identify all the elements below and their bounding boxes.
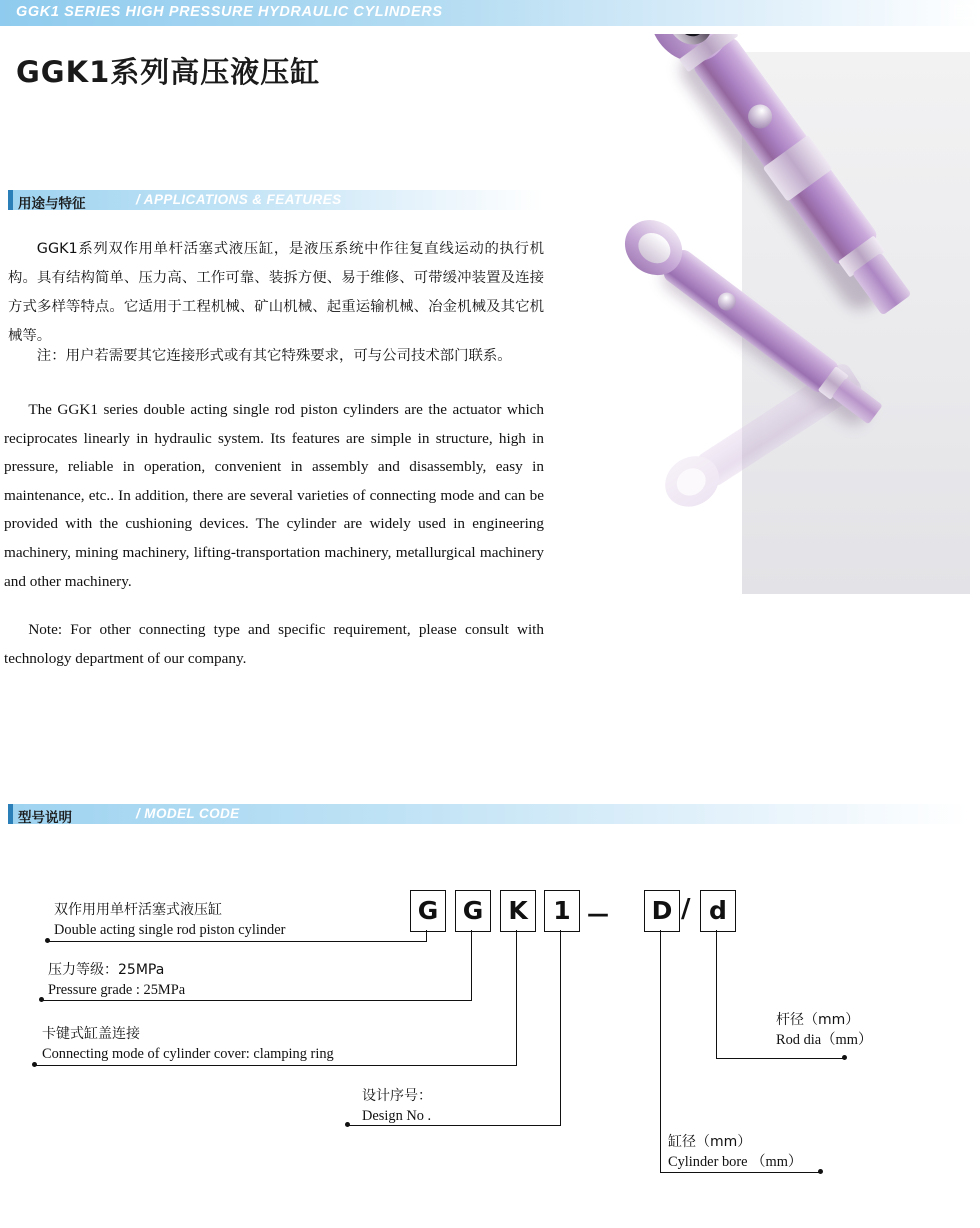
- callout-4-cn: 设计序号：: [362, 1088, 432, 1104]
- leader-dot: [842, 1055, 847, 1060]
- applications-cn-paragraph-1: GGK1系列双作用单杆活塞式液压缸，是液压系统中作往复直线运动的执行机构。具有结构简单、压力高、工作可靠、装拆方便、易于维修、可带缓冲装置及连接方式多样等特点。它适用于工程机械、矿山机械、起重运输机械、冶金机械及其它机械等。: [8, 241, 544, 344]
- applications-en-paragraph-2: Note: For other connecting type and specific requirement, please consult with technology department of our company.: [4, 621, 544, 667]
- header-band-title: GGK1 SERIES HIGH PRESSURE HYDRAULIC CYLINDERS: [16, 4, 443, 20]
- leader-line: [471, 930, 472, 1001]
- leader-dot: [39, 997, 44, 1002]
- leader-line: [660, 930, 661, 1173]
- section-tick-icon: [8, 190, 13, 210]
- callout-2-en: Pressure grade : 25MPa: [48, 982, 186, 998]
- leader-line: [48, 941, 427, 942]
- code-separator-dash: —: [587, 902, 609, 927]
- leader-dot: [345, 1122, 350, 1127]
- section-header-model-code: [8, 804, 968, 824]
- model-code-diagram: [0, 830, 980, 1228]
- applications-cn-paragraph-2: 注：用户若需要其它连接形式或有其它特殊要求，可与公司技术部门联系。: [36, 348, 512, 364]
- leader-line: [35, 1065, 517, 1066]
- page-title: GGK1系列高压液压缸: [16, 55, 321, 89]
- section-title-en: / APPLICATIONS & FEATURES: [136, 192, 342, 207]
- callout-1-cn: 双作用用单杆活塞式液压缸: [54, 902, 222, 918]
- leader-dot: [32, 1062, 37, 1067]
- section-title-en: / MODEL CODE: [136, 806, 240, 821]
- code-box-g1: G: [410, 890, 446, 932]
- callout-5-en: Cylinder bore （mm）: [668, 1154, 803, 1170]
- callout-1-en: Double acting single rod piston cylinder: [54, 922, 286, 938]
- page-corner-icon: [954, 4, 974, 20]
- section-title-cn: 型号说明: [18, 810, 72, 826]
- leader-dot: [45, 938, 50, 943]
- code-box-d: d: [700, 890, 736, 932]
- product-photo: [560, 34, 970, 594]
- leader-dot: [818, 1169, 823, 1174]
- leader-line: [42, 1000, 472, 1001]
- callout-4-en: Design No .: [362, 1108, 432, 1124]
- callout-3-cn: 卡键式缸盖连接: [42, 1026, 140, 1042]
- code-separator-slash: /: [681, 894, 691, 924]
- leader-line: [516, 930, 517, 1066]
- section-header-applications: [8, 190, 543, 210]
- callout-3-en: Connecting mode of cylinder cover: clamping ring: [42, 1046, 334, 1062]
- callout-2-cn: 压力等级：25MPa: [48, 962, 165, 978]
- callout-5-cn: 缸径（mm）: [668, 1134, 752, 1150]
- callout-6: [776, 1010, 872, 1050]
- section-tick-icon: [8, 804, 13, 824]
- section-title-cn: 用途与特征: [18, 196, 86, 212]
- callout-5: [668, 1132, 802, 1172]
- callout-3: [42, 1024, 334, 1064]
- callout-6-cn: 杆径（mm）: [776, 1012, 860, 1028]
- callout-6-en: Rod dia（mm）: [776, 1032, 873, 1048]
- callout-1: [54, 900, 285, 940]
- leader-line: [716, 1058, 844, 1059]
- callout-4: [362, 1086, 432, 1126]
- applications-en-paragraph-1: The GGK1 series double acting single rod piston cylinders are the actuator which reciprocates linearly in hydraulic system. Its features are simple in structure, high in pressure, reliable in operation, convenient in assembly and disassembly, easy in maintenance, etc.. In addition, there are several varieties of connecting mode and can be provided with the cushioning devices. The cylinder are widely used in engineering machinery, mining machinery, lifting-transportation machinery, metallurgical machinery and other machinery.: [4, 401, 544, 590]
- code-box-g2: G: [455, 890, 491, 932]
- leader-line: [660, 1172, 820, 1173]
- callout-2: [48, 960, 185, 1000]
- leader-line: [560, 930, 561, 1126]
- code-box-k: K: [500, 890, 536, 932]
- code-box-1: 1: [544, 890, 580, 932]
- code-box-D: D: [644, 890, 680, 932]
- page-header-band: [0, 0, 980, 26]
- leader-line: [716, 930, 717, 1059]
